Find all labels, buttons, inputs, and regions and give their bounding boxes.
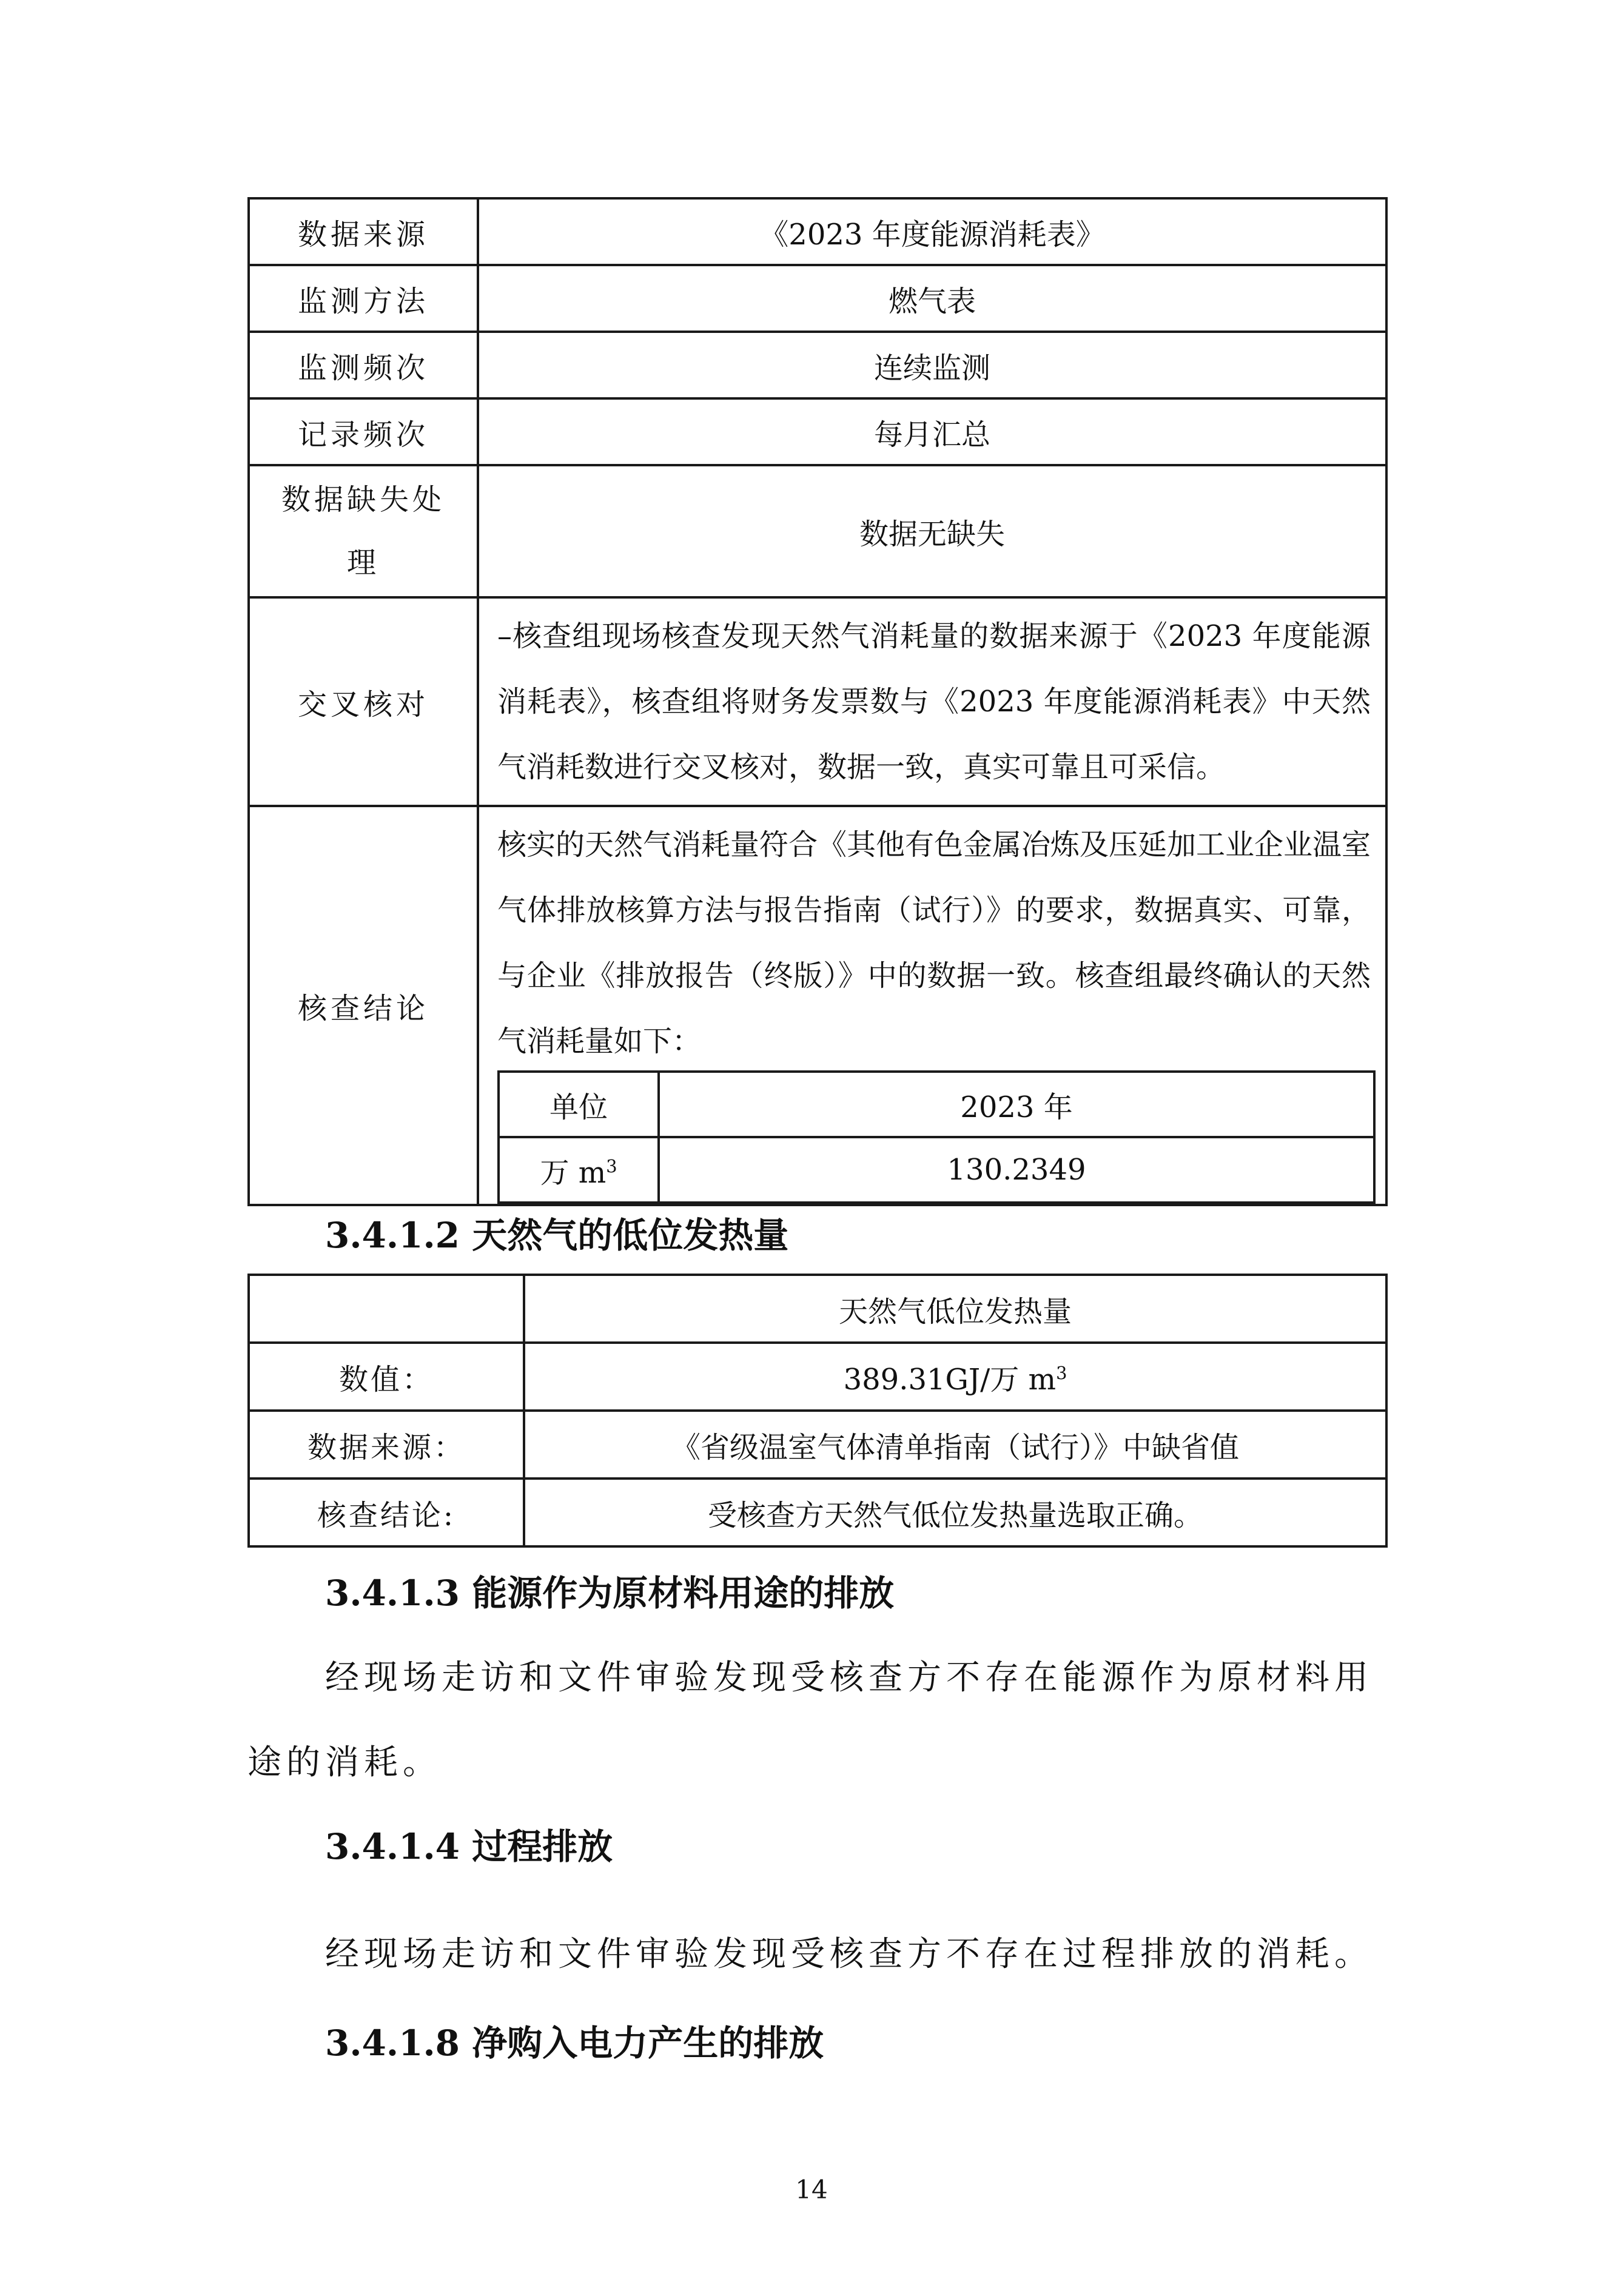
conclusion-label: 核查结论 <box>249 806 478 1205</box>
table-row <box>249 597 1386 806</box>
unit-text: 万 m <box>540 1155 607 1190</box>
source-label: 数据来源： <box>249 1411 524 1479</box>
row-label: 数据缺失处理 <box>249 465 478 597</box>
year-header: 2023 年 <box>659 1072 1374 1137</box>
row-label: 监测频次 <box>249 332 478 398</box>
row-value: 燃气表 <box>478 265 1386 332</box>
cross-check-label: 交叉核对 <box>249 597 478 806</box>
table-row <box>249 1479 1386 1546</box>
row-value: 《2023 年度能源消耗表》 <box>478 198 1386 265</box>
table-row <box>249 465 1386 597</box>
section-heading-3414: 3.4.1.4 过程排放 <box>325 1826 613 1867</box>
inner-table-wrap <box>479 1070 1385 1204</box>
table-row <box>249 806 1386 1205</box>
value-cell <box>524 1343 1386 1411</box>
table-row <box>249 332 1386 398</box>
row-value: 每月汇总 <box>478 398 1386 465</box>
paragraph-3414: 经现场走访和文件审验发现受核查方不存在过程排放的消耗。 <box>325 1935 1373 1974</box>
source-value: 《省级温室气体清单指南（试行）》中缺省值 <box>524 1411 1386 1479</box>
value-text: 389.31GJ/万 m <box>843 1362 1057 1397</box>
unit-header: 单位 <box>499 1072 659 1137</box>
row-label: 监测方法 <box>249 265 478 332</box>
table-row <box>249 198 1386 265</box>
calorific-header: 天然气低位发热量 <box>524 1275 1386 1343</box>
row-value: 数据无缺失 <box>478 465 1386 597</box>
conclusion-text: 核实的天然气消耗量符合《其他有色金属冶炼及压延加工业企业温室气体排放核算方法与报告指南（试行）》的要求，数据真实、可靠，与企业《排放报告（终版）》中的数据一致。核查组最终确认的天然气消耗量如下： <box>497 828 1371 1058</box>
row-value: 连续监测 <box>478 332 1386 398</box>
value-superscript: 3 <box>1056 1362 1067 1383</box>
conclusion-cell <box>478 806 1386 1205</box>
cross-check-text: –核查组现场核查发现天然气消耗量的数据来源于《2023 年度能源消耗表》，核查组将财务发票数与《2023 年度能源消耗表》中天然气消耗数进行交叉核对，数据一致，真实可靠且可采信。 <box>478 597 1386 806</box>
calorific-value-table <box>247 1274 1388 1548</box>
natural-gas-consumption-table <box>247 197 1388 1206</box>
table-row <box>249 1275 1386 1343</box>
section-heading-3412: 3.4.1.2 天然气的低位发热量 <box>325 1215 789 1256</box>
table-row <box>499 1072 1374 1137</box>
unit-superscript: 3 <box>606 1155 617 1177</box>
confirmed-consumption-table <box>497 1070 1376 1204</box>
conclusion-value: 受核查方天然气低位发热量选取正确。 <box>524 1479 1386 1546</box>
page-number: 14 <box>795 2175 828 2204</box>
table-row <box>499 1137 1374 1203</box>
value-label: 数值： <box>249 1343 524 1411</box>
paragraph-3413-line1: 经现场走访和文件审验发现受核查方不存在能源作为原材料用 <box>325 1658 1373 1697</box>
table-row <box>249 398 1386 465</box>
empty-header-cell <box>249 1275 524 1343</box>
table-row <box>249 1343 1386 1411</box>
consumption-value: 130.2349 <box>659 1137 1374 1203</box>
unit-cell <box>499 1137 659 1203</box>
table-row <box>249 265 1386 332</box>
paragraph-3413-line2: 途的消耗。 <box>247 1743 442 1782</box>
row-label: 数据来源 <box>249 198 478 265</box>
section-heading-3418: 3.4.1.8 净购入电力产生的排放 <box>325 2022 824 2064</box>
section-heading-3413: 3.4.1.3 能源作为原材料用途的排放 <box>325 1573 895 1614</box>
table-row <box>249 1411 1386 1479</box>
row-label: 记录频次 <box>249 398 478 465</box>
conclusion-label: 核查结论: <box>249 1479 524 1546</box>
